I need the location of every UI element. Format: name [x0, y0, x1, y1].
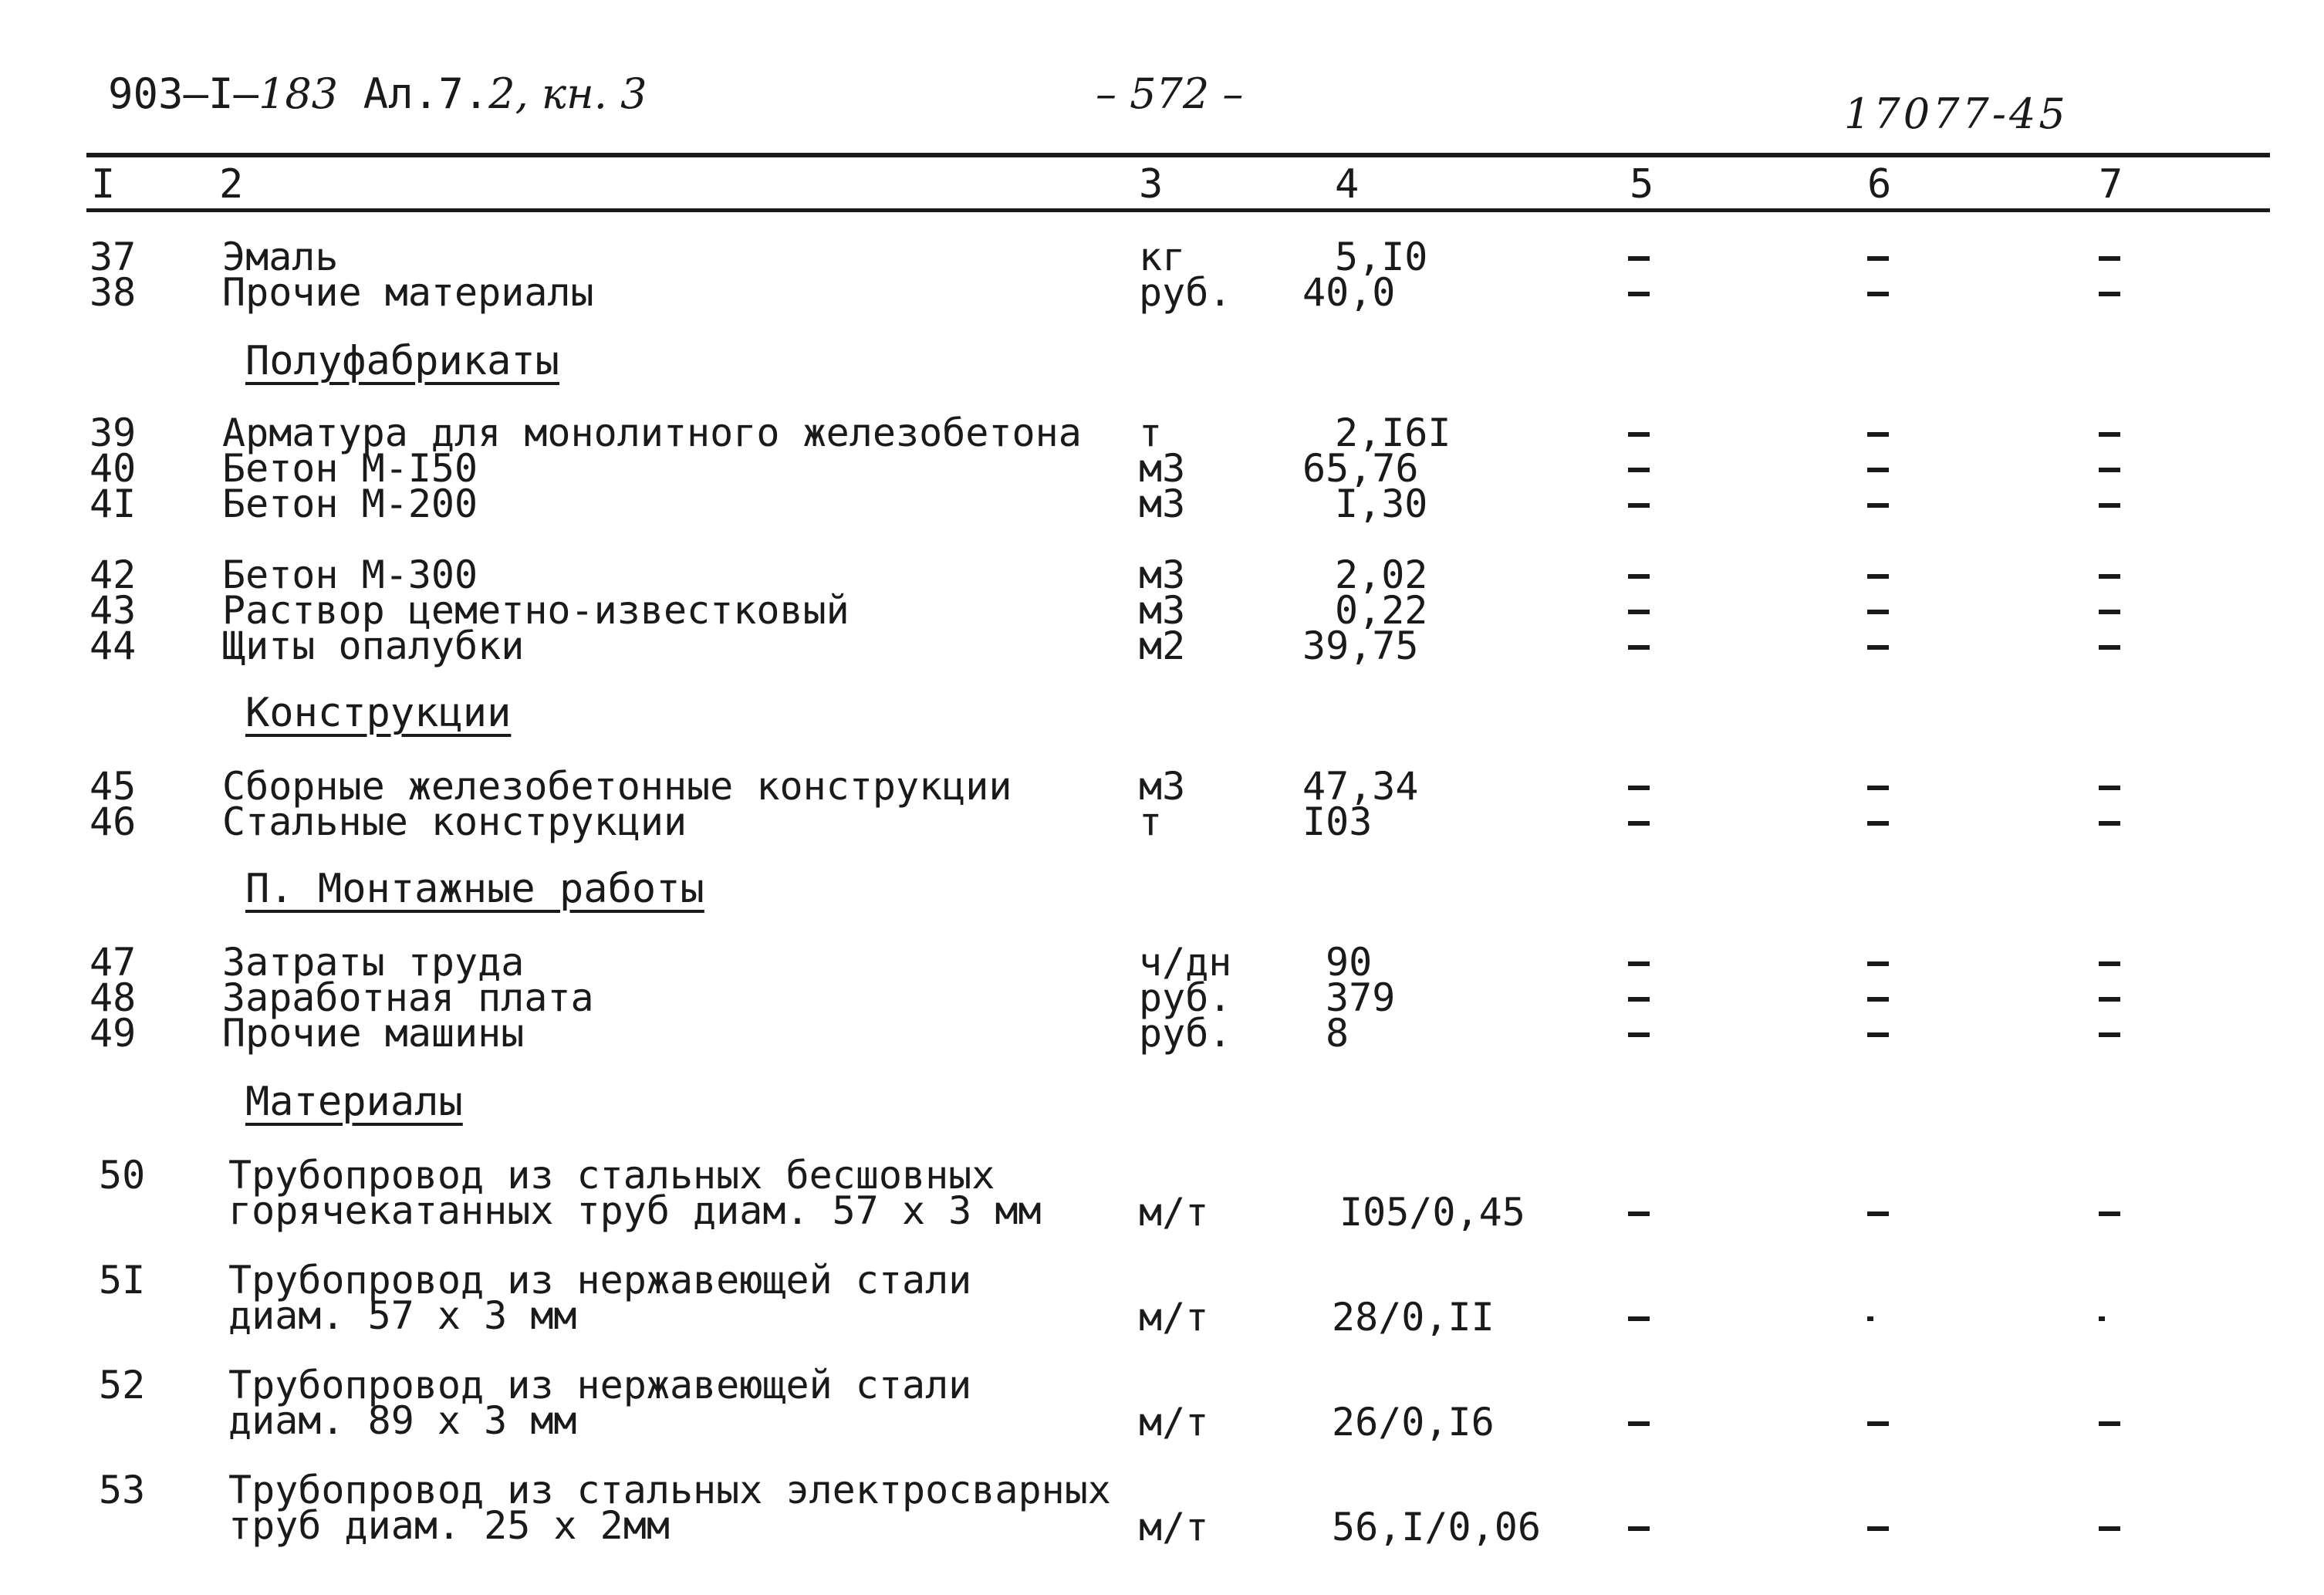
dash-mark — [2099, 1526, 2120, 1531]
dash-mark — [2099, 821, 2120, 826]
dash-mark — [1628, 1316, 1650, 1321]
dash-mark — [2099, 574, 2120, 579]
dash-mark — [1867, 292, 1889, 296]
dash-mark — [1867, 1526, 1889, 1531]
section-title-installation: П. Монтажные работы — [245, 866, 704, 912]
dash-mark — [1867, 610, 1889, 614]
dash-mark — [1867, 1316, 1873, 1321]
dash-mark — [1867, 645, 1889, 650]
section-title-materials: Материалы — [245, 1079, 463, 1125]
dash-mark — [1628, 1032, 1650, 1037]
dash-mark — [1628, 1421, 1650, 1426]
dash-mark — [2099, 997, 2120, 1002]
code-handwritten-number: 183 — [258, 69, 339, 118]
code-album: Ал.7. — [338, 69, 489, 118]
column-header-2: 2 — [219, 161, 244, 208]
dash-mark — [2099, 256, 2120, 261]
dash-mark — [2099, 1211, 2120, 1216]
code-prefix: 903–I– — [108, 69, 259, 118]
dash-mark — [1628, 961, 1650, 966]
dash-mark — [1867, 961, 1889, 966]
dash-mark — [1628, 574, 1650, 579]
dash-mark — [1867, 574, 1889, 579]
dash-mark — [1867, 821, 1889, 826]
dash-mark — [1867, 1032, 1889, 1037]
dash-mark — [1867, 468, 1889, 472]
dash-mark — [1628, 645, 1650, 650]
dash-mark — [1628, 1526, 1650, 1531]
code-handwritten-book: 2, кн. 3 — [488, 69, 647, 118]
column-header-6: 6 — [1867, 161, 1892, 208]
dash-mark — [1628, 821, 1650, 826]
dash-mark — [2099, 432, 2120, 437]
dash-mark — [1628, 786, 1650, 790]
dash-mark — [1628, 468, 1650, 472]
dash-mark — [1628, 432, 1650, 437]
section-title-semifinished: Полуфабрикаты — [245, 338, 559, 384]
dash-mark — [1628, 1211, 1650, 1216]
dash-mark — [1867, 503, 1889, 508]
page-number: – 572 – — [1096, 69, 1244, 118]
column-header-3: 3 — [1139, 161, 1164, 208]
doc-number: 17077-45 — [1844, 90, 2069, 138]
spec-table: 37 Эмаль кг 5,I0 38 Прочие материалы руб. 40,0 Полуфабрикаты 39 Арматура для монолитного железобетона т 2,I6I 40 Бетон М-I50 м3 65,76 4I Бетон М-200 м3 I,30 42 Бетон М-300 м3 2,02 43 Раствор цеметно-известковый м3 0,22 44 Щиты опалубки м2 39,75 Конструкции 45 Сборные железобетонные конструкции м3 47,34 46 Стальные конструкции т I03 П. Монтажные работы 47 Затраты труда ч/дн 90 48 Заработная плата руб. 379 49 Прочие машины руб. 8 Материалы 50 Трубопровод из стальных бесшовных горячекатанных труб диам. 57 х 3 мм м/т I05/0,45 5I Трубопровод из нержавеющей стали диам. 57 х 3 мм м/т 28/0,II 52 Трубопровод из нержавеющей стали диам. 89 х 3 мм м/т 26/0,I6 53 Трубопровод из стальных электросварных труб диам. 25 х 2мм м/т 56,I/0,06 — [0, 0, 2324, 1595]
dash-mark — [1628, 503, 1650, 508]
dash-mark — [2099, 292, 2120, 296]
column-header-4: 4 — [1335, 161, 1360, 208]
dash-mark — [1867, 786, 1889, 790]
dash-mark — [2099, 645, 2120, 650]
column-header-7: 7 — [2099, 161, 2123, 208]
dash-mark — [1867, 256, 1889, 261]
dash-mark — [1628, 292, 1650, 296]
dash-mark — [1867, 997, 1889, 1002]
dash-mark — [2099, 786, 2120, 790]
dash-mark — [1867, 1421, 1889, 1426]
dash-mark — [1628, 256, 1650, 261]
dash-mark — [2099, 610, 2120, 614]
dash-mark — [2099, 1032, 2120, 1037]
dash-mark — [1867, 1211, 1889, 1216]
dash-mark — [2099, 1421, 2120, 1426]
section-title-constructions: Конструкции — [245, 690, 512, 736]
dash-mark — [2099, 961, 2120, 966]
dash-mark — [2099, 468, 2120, 472]
dash-mark — [1867, 432, 1889, 437]
dash-mark — [2099, 1316, 2105, 1321]
column-header-5: 5 — [1630, 161, 1654, 208]
dash-mark — [2099, 503, 2120, 508]
dash-mark — [1628, 610, 1650, 614]
dash-mark — [1628, 997, 1650, 1002]
column-header-1: I — [91, 161, 116, 208]
